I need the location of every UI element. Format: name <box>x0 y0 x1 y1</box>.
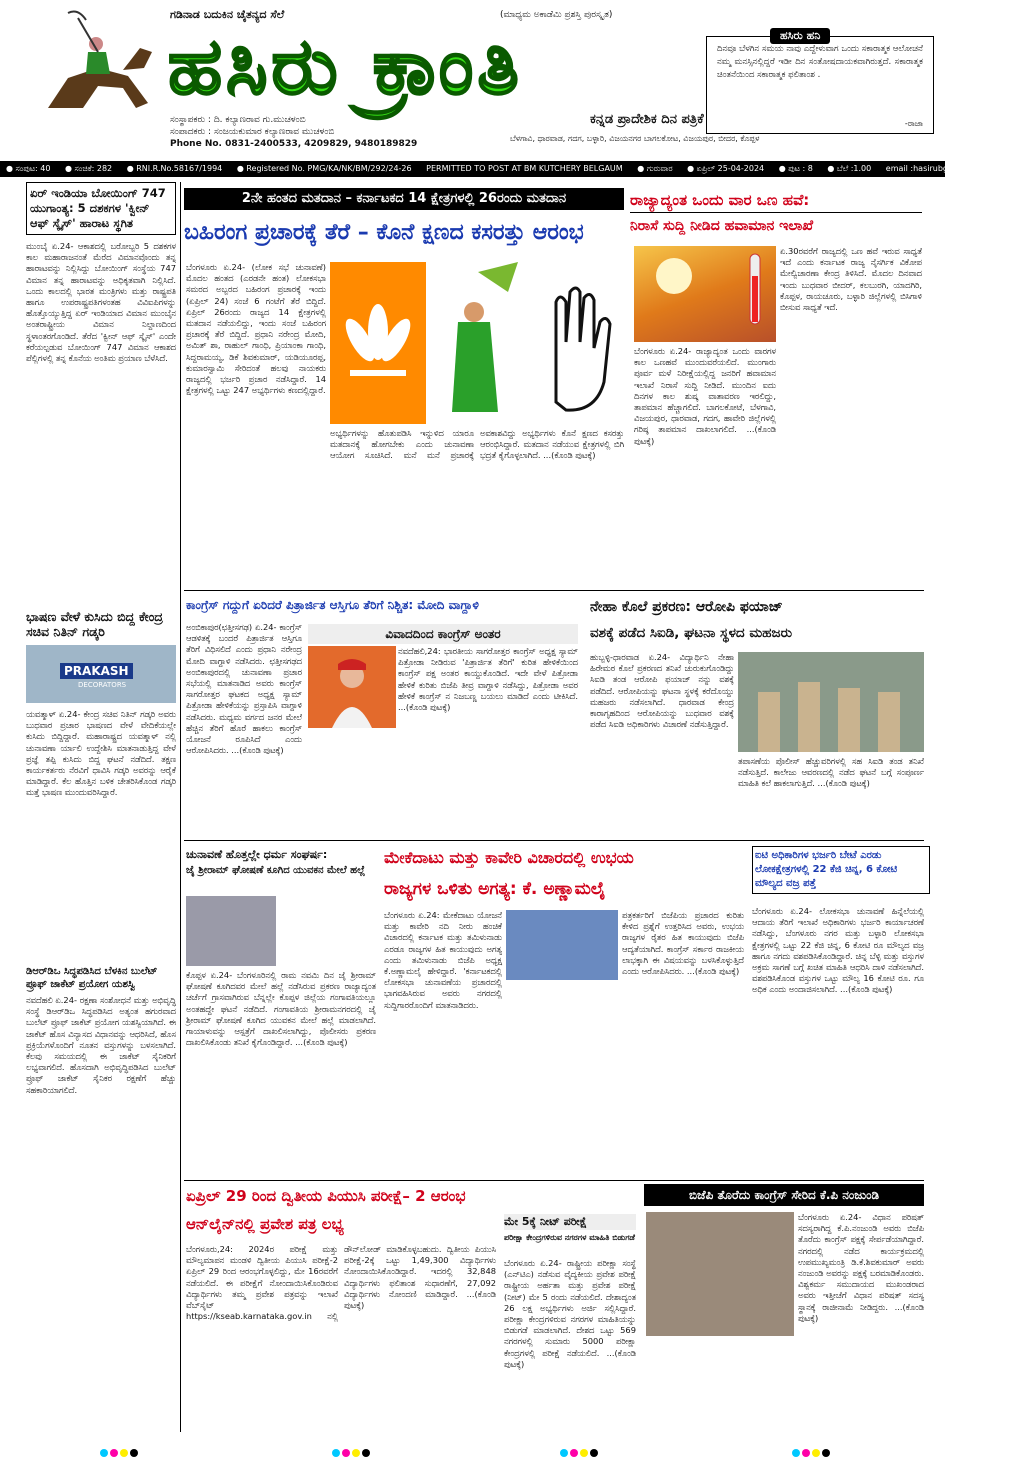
info-item: ● RNI.R.No.58167/1994 <box>126 164 223 173</box>
jai-headline-1: ಚುನಾವಣೆ ಹೊತ್ತಲ್ಲೇ ಧರ್ಮ ಸಂಘರ್ಷ: <box>186 848 328 861</box>
newspaper-title: ಹಸಿರು ಕ್ರಾಂತಿ <box>168 22 523 112</box>
farmer-woman-symbol-icon <box>428 262 524 424</box>
info-item: ● ಪುಟ : 8 <box>778 164 813 173</box>
warrior-queen-logo <box>28 8 168 124</box>
it-headline: ಐಟಿ ಅಧಿಕಾರಿಗಳ ಭರ್ಜರಿ ಬೇಟೆ ಎರಡು ಲೋಕಕ್ಷೇತ್ರಗಳಲ್ಲಿ 22 ಕೆಜಿ ಚಿನ್ನ, 6 ಕೋಟಿ ಮೌಲ್ಯದ ವಜ್ರ ಪತ್ತೆ <box>752 846 930 894</box>
phone: Phone No. 0831-2400533, 4209829, 9480189829 <box>170 139 418 149</box>
thought-author: -ರಾಜಾ <box>904 119 923 128</box>
registration-mark <box>560 1442 598 1461</box>
air-india-body: ಮುಂಬೈ ಏ.24- ಆಕಾಶದಲ್ಲಿ ಬರೋಬ್ಬರಿ 5 ದಶಕಗಳ ಕಾಲ ಮಹಾರಾಜನಂತೆ ಮೆರೆದ ವಿಮಾನವೊಂದು ತನ್ನ ಹಾರಾಟವನ್ನು ನಿಲ್ಲಿಸಿದ್ದು ಬೋಯಿಂಗ್ ಸಂಸ್ಥೆಯ 747 ವಿಮಾನ ತನ್ನ ಹಾರಾಟವನ್ನು ಅಧಿಕೃತವಾಗಿ ನಿಲ್ಲಿಸಿದೆ. ಒಂದು ಕಾಲದಲ್ಲಿ ಭಾರತ ಮಂತ್ರಿಗಳು ಮತ್ತು ರಾಷ್ಟ್ರಪತಿ ಹಾಗೂ ಉಪರಾಷ್ಟ್ರಪತಿಗಳಂತಹ ವಿವಿಐಪಿಗಳನ್ನು ಹೊತ್ತೊಯ್ಯುತ್ತಿದ್ದ ಏರ್ ಇಂಡಿಯಾದ ವಿಮಾನ ಮುಂಬೈನ ಅಂತರಾಷ್ಟ್ರೀಯ ವಿಮಾನ ನಿಲ್ದಾಣದಿಂದ ಸ್ಥಳಾಂತರಗೊಂಡಿದೆ. ತೆರೆದ 'ಕ್ವೀನ್ ಆಫ್ ಸ್ಕೈಸ್' ಎಂದೇ ಕರೆಯಲ್ಪಡುವ ಬೋಯಿಂಗ್ 747 ವಿಮಾನ ಆಕಾಶದ ಪೆಲ್ಲಿಗಳಲ್ಲಿ ತನ್ನ ಕೊನೆಯ ಅಂತಿಮ ಪ್ರಯಾಣ ಬೆಳೆಸಿದೆ. <box>26 241 176 364</box>
neha-photo <box>738 652 924 752</box>
nanjundi-photo <box>646 1212 794 1336</box>
info-bar <box>0 161 1006 177</box>
annamalai-photo <box>506 910 618 980</box>
gadkari-headline: ಭಾಷಣ ವೇಳೆ ಕುಸಿದು ಬಿದ್ದ ಕೇಂದ್ರ ಸಚಿವ ನಿತಿನ್ ಗಡ್ಕರಿ <box>26 609 163 639</box>
mekedatu-body-1: ಬೆಂಗಳೂರು ಏ.24: ಮೇಕೆದಾಟು ಯೋಜನೆ ಮತ್ತು ಕಾವೇರಿ ನದಿ ನೀರು ಹಂಚಿಕೆ ವಿಚಾರದಲ್ಲಿ ಕರ್ನಾಟಕ ಮತ್ತು ತಮಿಳುನಾಡು ಎರಡೂ ರಾಜ್ಯಗಳ ಹಿತ ಕಾಯುವುದು ಅಗತ್ಯ ಎಂದು ತಮಿಳುನಾಡು ಬಿಜೆಪಿ ಅಧ್ಯಕ್ಷ ಕೆ.ಅಣ್ಣಾಮಲೈ ಹೇಳಿದ್ದಾರೆ. 'ಕರ್ನಾಟಕದಲ್ಲಿ ಲೋಕಸಭಾ ಚುನಾವಣೆಯ ಪ್ರಚಾರದಲ್ಲಿ ಭಾಗವಹಿಸಿರುವ ಅವರು ನಗರದಲ್ಲಿ ಸುದ್ದಿಗಾರರೊಂದಿಗೆ ಮಾತನಾಡಿದರು. <box>384 910 502 1010</box>
puc-headline-2: ಆನ್‌ಲೈನ್‌ನಲ್ಲಿ ಪ್ರವೇಶ ಪತ್ರ ಲಭ್ಯ <box>186 1215 344 1233</box>
column-rule <box>180 182 181 1432</box>
neet-body: ಬೆಂಗಳೂರು ಏ.24- ರಾಷ್ಟ್ರೀಯ ಪರೀಕ್ಷಾ ಸಂಸ್ಥೆ (ಎನ್‌ಟಿಎ) ನಡೆಸುವ ವೈದ್ಯಕೀಯ ಪ್ರವೇಶ ಪರೀಕ್ಷೆ ರಾಷ್ಟ್ರೀಯ ಅರ್ಹತಾ ಮತ್ತು ಪ್ರವೇಶ ಪರೀಕ್ಷೆ (ನೀಟ್) ಮೇ 5 ರಂದು ನಡೆಯಲಿದೆ. ದೇಶಾದ್ಯಂತ 26 ಲಕ್ಷ ಅಭ್ಯರ್ಥಿಗಳು ಅರ್ಜಿ ಸಲ್ಲಿಸಿದ್ದಾರೆ. ಪರೀಕ್ಷಾ ಕೇಂದ್ರಗಳಿರುವ ನಗರಗಳ ಮಾಹಿತಿಯನ್ನು ಬಿಡುಗಡೆ ಮಾಡಲಾಗಿದೆ. ದೇಶದ ಒಟ್ಟು 569 ನಗರಗಳಲ್ಲಿ ಸುಮಾರು 5000 ಪರೀಕ್ಷಾ ಕೇಂದ್ರಗಳಲ್ಲಿ ಪರೀಕ್ಷೆ ನಡೆಯಲಿದೆ. ...(ಕೊಂಡಿ ಪುಟಕ್ಕೆ) <box>504 1258 636 1369</box>
drdo-body: ನವದೆಹಲಿ ಏ.24- ರಕ್ಷಣಾ ಸಂಶೋಧನೆ ಮತ್ತು ಅಭಿವೃದ್ಧಿ ಸಂಸ್ಥೆ ಡಿಆರ್‌ಡಿಒ ಸಿದ್ಧಪಡಿಸಿದ ಅತ್ಯಂತ ಹಗುರವಾದ ಬುಲೆಟ್ ಪ್ರೂಫ್ ಜಾಕೆಟ್ ಪ್ರಯೋಗ ಯಶಸ್ವಿಯಾಗಿದೆ. ಈ ಜಾಕೆಟ್ ಹೊಸ ವಿನ್ಯಾಸದ ವಿಧಾನವನ್ನು ಆಧರಿಸಿದೆ, ಹೊಸ ಪ್ರಕ್ರಿಯೆಗಳೊಂದಿಗೆ ನೂತನ ವಸ್ತುಗಳನ್ನು ಬಳಸಲಾಗಿದೆ. ಕೆಲವು ಸಮಯದಲ್ಲಿ ಈ ಜಾಕೆಟ್ ಸೈನಿಕರಿಗೆ ಲಭ್ಯವಾಗಲಿದೆ. ಹೊಸದಾಗಿ ಅಭಿವೃದ್ಧಿಪಡಿಸಿದ ಬುಲೆಟ್ ಪ್ರೂಫ್ ಜಾಕೆಟ್ ಸೈನಿಕರ ರಕ್ಷಣೆಗೆ ಹೆಚ್ಚು ಸಹಕಾರಿಯಾಗಲಿದೆ. <box>26 995 176 1095</box>
info-item: ● ಬೆಲೆ :1.00 <box>827 164 872 173</box>
heat-body-2: ಬೆಂಗಳೂರು ಏ.24- ರಾಜ್ಯಾದ್ಯಂತ ಒಂದು ವಾರಗಳ ಕಾಲ ಒಣಹವೆ ಮುಂದುವರೆಯಲಿದೆ. ಮುಂಗಾರು ಪೂರ್ವ ಮಳೆ ನಿರೀಕ್ಷೆಯಲ್ಲಿದ್ದ ಜನರಿಗೆ ಹವಾಮಾನ ಇಲಾಖೆ ನಿರಾಸೆ ಸುದ್ದಿ ನೀಡಿದೆ. ಮುಂದಿನ ಐದು ದಿನಗಳ ಕಾಲ ಶುಷ್ಕ ವಾತಾವರಣ ಇರಲಿದ್ದು, ತಾಪಮಾನ ಹೆಚ್ಚಾಗಲಿದೆ. ಬಾಗಲಕೋಟೆ, ಬೆಳಗಾವಿ, ವಿಜಯಪುರ, ಧಾರವಾಡ, ಗದಗ, ಹಾವೇರಿ ಜಿಲ್ಲೆಗಳಲ್ಲಿ ಗರಿಷ್ಠ ತಾಪಮಾನ ದಾಖಲಾಗಲಿದೆ. ...(ಕೊಂಡಿ ಪುಟಕ್ಕೆ) <box>634 346 776 446</box>
jai-body: ಕೊಪ್ಪಳ ಏ.24- ಬೆಂಗಳೂರಿನಲ್ಲಿ ರಾಮ ನವಮಿ ದಿನ ಜೈ ಶ್ರೀರಾಮ್ ಘೋಷಣೆ ಕೂಗಿದವರ ಮೇಲೆ ಹಲ್ಲೆ ನಡೆಸಿರುವ ಪ್ರಕರಣ ರಾಜ್ಯಾದ್ಯಂತ ಚರ್ಚೆಗೆ ಗ್ರಾಸವಾಗಿರುವ ಬೆನ್ನಲ್ಲೇ ಕೊಪ್ಪಳ ಜಿಲ್ಲೆಯ ಗಂಗಾವತಿಯಲ್ಲೂ ಅಂತಹದ್ದೇ ಘಟನೆ ನಡೆದಿದೆ. ಗಂಗಾವತಿಯ ಶ್ರೀರಾಮನಗರದಲ್ಲಿ ಜೈ ಶ್ರೀರಾಮ್ ಘೋಷಣೆ ಕೂಗಿದ ಯುವಕನ ಮೇಲೆ ಹಲ್ಲೆ ಮಾಡಲಾಗಿದೆ. ಗಾಯಾಳುವನ್ನು ಆಸ್ಪತ್ರೆಗೆ ದಾಖಲಿಸಲಾಗಿದ್ದು, ಪೊಲೀಸರು ಪ್ರಕರಣ ದಾಖಲಿಸಿಕೊಂಡು ತನಿಖೆ ಕೈಗೊಂಡಿದ್ದಾರೆ. ...(ಕೊಂಡಿ ಪುಟಕ್ಕೆ) <box>186 970 376 1048</box>
thought-box <box>706 36 934 134</box>
neet-headline-1: ಮೇ 5ಕ್ಕೆ ನೀಟ್ ಪರೀಕ್ಷೆ <box>504 1214 636 1230</box>
modi-body: ಅಂಬಿಕಾಪುರ(ಛತ್ತೀಸಗಢ) ಏ.24- ಕಾಂಗ್ರೆಸ್ ಆಡಳಿತಕ್ಕೆ ಬಂದರೆ ಪಿತ್ರಾರ್ಜಿತ ಆಸ್ತಿಗೂ ತೆರಿಗೆ ವಿಧಿಸಲಿದೆ ಎಂದು ಪ್ರಧಾನಿ ನರೇಂದ್ರ ಮೋದಿ ವಾಗ್ದಾಳಿ ನಡೆಸಿದರು. ಛತ್ತೀಸಗಢದ ಅಂಬಿಕಾಪುರದಲ್ಲಿ ಚುನಾವಣಾ ಪ್ರಚಾರ ಸಭೆಯಲ್ಲಿ ಮಾತನಾಡಿದ ಅವರು ಕಾಂಗ್ರೆಸ್ ಸಾಗರೋತ್ತರ ಘಟಕದ ಅಧ್ಯಕ್ಷ ಸ್ಯಾಮ್ ಪಿತ್ರೋಡಾ ಹೇಳಿಕೆಯನ್ನು ಪ್ರಸ್ತಾಪಿಸಿ ವಾಗ್ದಾಳಿ ನಡೆಸಿದರು. ಮಧ್ಯಮ ವರ್ಗದ ಜನರ ಮೇಲೆ ಹೆಚ್ಚಿನ ತೆರಿಗೆ ಹೊರೆ ಹಾಕಲು ಕಾಂಗ್ರೆಸ್ ಯೋಜನೆ ರೂಪಿಸಿದೆ ಎಂದು ಆರೋಪಿಸಿದರು. ...(ಕೊಂಡಿ ಪುಟಕ್ಕೆ) <box>186 622 302 756</box>
jai-headline-2: ಜೈ ಶ್ರೀರಾಮ್ ಘೋಷಣೆ ಕೂಗಿದ ಯುವಕನ ಮೇಲೆ ಹಲ್ಲೆ <box>186 865 366 876</box>
air-india-headline: ಏರ್ ಇಂಡಿಯಾ ಬೋಯಿಂಗ್ 747 ಯುಗಾಂತ್ಯ: 5 ದಶಕಗಳ 'ಕ್ವೀನ್ ಆಫ್ ಸ್ಕೈಸ್' ಹಾರಾಟ ಸ್ಥಗಿತ <box>26 182 176 235</box>
neha-headline-2: ವಶಕ್ಕೆ ಪಡೆದ ಸಿಐಡಿ, ಘಟನಾ ಸ್ಥಳದ ಮಹಜರು <box>590 625 793 641</box>
horizontal-rule <box>184 840 924 841</box>
puc-body: ಬೆಂಗಳೂರು,24: 2024ರ ಪರೀಕ್ಷೆ ಮತ್ತು ಮೌಲ್ಯಮಾಪನ ಮಂಡಳಿ ದ್ವಿತೀಯ ಪಿಯುಸಿ ಪರೀಕ್ಷೆ-2 ಏಪ್ರಿಲ್ 29 ರಿಂದ ಆರಂಭಗೊಳ್ಳಲಿದ್ದು, ಮೇ 16ರವರೆಗೆ ನಡೆಯಲಿದೆ. ಈ ಪರೀಕ್ಷೆಗೆ ನೋಂದಾಯಿಸಿಕೊಂಡಿರುವ ವಿದ್ಯಾರ್ಥಿಗಳು ತಮ್ಮ ಪ್ರವೇಶ ಪತ್ರವನ್ನು ಇಲಾಖೆ ವೆಬ್‌ಸೈಟ್ https://kseab.karnataka.gov.in ನಲ್ಲಿ ಡೌನ್‌ಲೋಡ್ ಮಾಡಿಕೊಳ್ಳಬಹುದು. ದ್ವಿತೀಯ ಪಿಯುಸಿ ಪರೀಕ್ಷೆ-2ಕ್ಕೆ ಒಟ್ಟು 1,49,300 ವಿದ್ಯಾರ್ಥಿಗಳು ನೋಂದಾಯಿಸಿಕೊಂಡಿದ್ದಾರೆ. ಇದರಲ್ಲಿ 32,848 ವಿದ್ಯಾರ್ಥಿಗಳು ಫಲಿತಾಂಶ ಸುಧಾರಣೆಗೆ, 27,092 ವಿದ್ಯಾರ್ಥಿಗಳು ನೋಂದಣಿ ಮಾಡಿದ್ದಾರೆ. ...(ಕೊಂಡಿ ಪುಟಕ್ಕೆ) <box>186 1244 496 1322</box>
hand-symbol-icon <box>526 262 624 424</box>
congress-box-headline: ವಿವಾದದಿಂದ ಕಾಂಗ್ರೆಸ್ ಅಂತರ <box>308 624 578 644</box>
mekedatu-headline-2: ರಾಜ್ಯಗಳ ಒಳಿತು ಅಗತ್ಯ: ಕೆ. ಅಣ್ಣಾಮಲೈ <box>384 879 606 899</box>
edition-cities: ಬೆಳಗಾವಿ, ಧಾರವಾಡ, ಗದಗ, ಬಳ್ಳಾರಿ, ವಿಜಯನಗರ ಬಾಗಲಕೋಟ, ವಿಜಯಪುರ, ಬೀದರ, ಕೊಪ್ಪಳ <box>510 134 760 143</box>
neha-headline-1: ನೇಹಾ ಕೊಲೆ ಪ್ರಕರಣ: ಆರೋಪಿ ಫಯಾಜ್ <box>590 599 783 615</box>
modi-photo <box>308 646 396 728</box>
banner-text: PRAKASH <box>60 663 133 679</box>
award-line: (ಮಾಧ್ಯಮ ಅಕಾಡೆಮಿ ಪ್ರಶಸ್ತಿ ಪುರಸ್ಕೃತ) <box>500 10 613 20</box>
founder: ಸಂಸ್ಥಾಪಕರು : ದಿ. ಕಲ್ಯಾಣರಾವ ಗು.ಮುಚಳಂಬಿ <box>170 115 306 125</box>
registration-mark <box>332 1442 370 1461</box>
info-item: ● Registered No. PMG/KA/NK/BM/292/24-26 <box>236 164 412 173</box>
info-item: ● ಏಪ್ರಿಲ್ 25-04-2024 <box>687 164 765 173</box>
lead-body-right: ಅಭ್ಯರ್ಥಿಗಳನ್ನು ಹೊತುಪಡಿಸಿ ಇನ್ನುಳಿದ ಯಾರೂ ಮತದಾನಕ್ಕೆ ಹೋಗಬೇಕು ಎಂದು ಚುನಾವಣಾ ಆಯೋಗ ಸೂಚಿಸಿದೆ. ಮನೆ ಮನೆ ಪ್ರಚಾರಕ್ಕೆ ಅವಕಾಶವಿದ್ದು ಅಭ್ಯರ್ಥಿಗಳು ಕೊನೆ ಕ್ಷಣದ ಕಸರತ್ತು ಆರಂಭಿಸಿದ್ದಾರೆ. ಮತದಾನ ನಡೆಯುವ ಕ್ಷೇತ್ರಗಳಲ್ಲಿ ಬಿಗಿ ಭದ್ರತೆ ಕೈಗೊಳ್ಳಲಾಗಿದೆ. ...(ಕೊಂಡಿ ಪುಟಕ್ಕೆ) <box>330 428 624 461</box>
registration-mark <box>792 1442 830 1461</box>
thought-text: ದಿನವೂ ಬೆಳಗಿನ ಸಮಯ ನಾವು ಎದ್ದೇಳುವಾಗ ಒಂದು ಸಕಾರಾತ್ಮಕ ಆಲೋಚನೆ ನಮ್ಮ ಮನಸ್ಸಿನಲ್ಲಿದ್ದರೆ ಇಡೀ ದಿನ ಸಂತೋಷದಾಯಕವಾಗಿರುತ್ತದೆ. ಸಕಾರಾತ್ಮಕ ಚಿಂತನೆಯಿಂದ ಸಕಾರಾತ್ಮಕ ಫಲಿತಾಂಶ . <box>717 44 923 80</box>
lotus-symbol-icon <box>330 262 426 424</box>
editor-block <box>170 114 417 150</box>
gadkari-body: ಯವತ್ಮಾಳ್ ಏ.24- ಕೇಂದ್ರ ಸಚಿವ ನಿತಿನ್ ಗಡ್ಕರಿ ಅವರು ಬುಧವಾರ ಪ್ರಚಾರ ಭಾಷಣದ ವೇಳೆ ವೇದಿಕೆಯಲ್ಲೇ ಕುಸಿದು ಬಿದ್ದಿದ್ದಾರೆ. ಮಹಾರಾಷ್ಟ್ರದ ಯವತ್ಮಾಳ್ ನಲ್ಲಿ ಚುನಾವಣಾ ರ್ಯಾಲಿ ಉದ್ದೇಶಿಸಿ ಮಾತನಾಡುತ್ತಿದ್ದ ವೇಳೆ ಪ್ರಜ್ಞೆ ತಪ್ಪಿ ಕುಸಿದು ಬಿದ್ದ ಘಟನೆ ನಡೆದಿದೆ. ತಕ್ಷಣ ಕಾರ್ಯಕರ್ತರು ನೆರವಿಗೆ ಧಾವಿಸಿ ಗಡ್ಕರಿ ಅವರನ್ನು ಆರೈಕೆ ಮಾಡಿದ್ದಾರೆ. ಕೆಲ ಹೊತ್ತಿನ ಬಳಿಕ ಚೇತರಿಸಿಕೊಂಡ ಗಡ್ಕರಿ ಮತ್ತೆ ಭಾಷಣ ಮುಂದುವರಿಸಿದ್ದಾರೆ. <box>26 709 176 798</box>
nanjundi-body: ಬೆಂಗಳೂರು ಏ.24- ವಿಧಾನ ಪರಿಷತ್ ಸದಸ್ಯರಾಗಿದ್ದ ಕೆ.ಪಿ.ನಂಜುಂಡಿ ಅವರು ಬಿಜೆಪಿ ತೊರೆದು ಕಾಂಗ್ರೆಸ್ ಪಕ್ಷಕ್ಕೆ ಸೇರ್ಪಡೆಯಾಗಿದ್ದಾರೆ. ನಗರದಲ್ಲಿ ನಡೆದ ಕಾರ್ಯಕ್ರಮದಲ್ಲಿ ಉಪಮುಖ್ಯಮಂತ್ರಿ ಡಿ.ಕೆ.ಶಿವಕುಮಾರ್ ಅವರು ನಂಜುಂಡಿ ಅವರನ್ನು ಪಕ್ಷಕ್ಕೆ ಬರಮಾಡಿಕೊಂಡರು. ವಿಶ್ವಕರ್ಮ ಸಮುದಾಯದ ಮುಖಂಡರಾದ ಅವರು ಇತ್ತೀಚೆಗೆ ವಿಧಾನ ಪರಿಷತ್ ಸದಸ್ಯ ಸ್ಥಾನಕ್ಕೆ ರಾಜೀನಾಮೆ ನೀಡಿದ್ದರು. ...(ಕೊಂಡಿ ಪುಟಕ್ಕೆ) <box>798 1212 924 1323</box>
modi-headline: ಕಾಂಗ್ರೆಸ್ ಗದ್ದುಗೆ ಏರಿದರೆ ಪಿತ್ರಾರ್ಜಿತ ಆಸ್ತಿಗೂ ತೆರಿಗೆ ನಿಶ್ಚಿತ: ಮೋದಿ ವಾಗ್ದಾಳಿ <box>186 598 479 612</box>
registration-mark <box>100 1442 138 1461</box>
heat-headline-2: ನಿರಾಸೆ ಸುದ್ದಿ ನೀಡಿದ ಹವಾಮಾನ ಇಲಾಖೆ <box>630 218 814 234</box>
neha-body-1: ಹುಬ್ಬಳ್ಳಿ-ಧಾರವಾಡ ಏ.24- ವಿದ್ಯಾರ್ಥಿನಿ ನೇಹಾ ಹಿರೇಮಠ ಕೊಲೆ ಪ್ರಕರಣದ ತನಿಖೆ ಚುರುಕುಗೊಂಡಿದ್ದು ಸಿಐಡಿ ತಂಡ ಆರೋಪಿ ಫಯಾಜ್ ನನ್ನು ವಶಕ್ಕೆ ಪಡೆದಿದೆ. ಆರೋಪಿಯನ್ನು ಘಟನಾ ಸ್ಥಳಕ್ಕೆ ಕರೆದೊಯ್ದು ಮಹಜರು ನಡೆಸಲಾಗಿದೆ. ಧಾರವಾಡ ಕೇಂದ್ರ ಕಾರಾಗೃಹದಿಂದ ಆರೋಪಿಯನ್ನು ಬುಧವಾರ ವಶಕ್ಕೆ ಪಡೆದ ಸಿಐಡಿ ಅಧಿಕಾರಿಗಳು ವಿಚಾರಣೆ ನಡೆಸುತ್ತಿದ್ದಾರೆ. <box>590 652 734 730</box>
banner-subtext: DECORATORS <box>78 681 127 689</box>
heat-body-1: ಏ.30ರವರೆಗೆ ರಾಜ್ಯದಲ್ಲಿ ಒಣ ಹವೆ ಇರುವ ಸಾಧ್ಯತೆ ಇದೆ ಎಂದು ಕರ್ನಾಟಕ ರಾಜ್ಯ ನೈಸರ್ಗಿಕ ವಿಕೋಪ ಮೇಲ್ವಿಚಾರಣಾ ಕೇಂದ್ರ ತಿಳಿಸಿದೆ. ಮೊದಲ ದಿನವಾದ ಇಂದು ಬುಧವಾರ ಬೀದರ್, ಕಲಬುರಗಿ, ಯಾದಗಿರಿ, ಕೊಪ್ಪಳ, ರಾಯಚೂರು, ಬಳ್ಳಾರಿ ಜಿಲ್ಲೆಗಳಲ್ಲಿ ಬಿಸಿಗಾಳಿ ಬೀಸುವ ಸಾಧ್ಯತೆ ಇದೆ. <box>780 246 922 313</box>
lead-kicker: 2ನೇ ಹಂತದ ಮತದಾನ – ಕರ್ನಾಟಕದ 14 ಕ್ಷೇತ್ರಗಳಲ್ಲಿ 26ರಂದು ಮತದಾನ <box>184 188 624 210</box>
jai-photo <box>186 896 276 966</box>
horizontal-rule <box>184 1180 924 1181</box>
info-item: email :hasirubgm@gmail.com <box>885 164 1006 173</box>
drdo-headline: ಡಿಆರ್‌ಡಿಒ ಸಿದ್ಧಪಡಿಸಿದ ಬೆಳಕಿನ ಬುಲೆಟ್ ಪ್ರೂಫ್ ಜಾಕೆಟ್ ಪ್ರಯೋಗ ಯಶಸ್ವಿ <box>26 966 158 990</box>
newspaper-subtitle: ಕನ್ನಡ ಪ್ರಾದೇಶಿಕ ದಿನ ಪತ್ರಿಕೆ <box>590 112 704 127</box>
horizontal-rule <box>184 590 924 591</box>
mekedatu-headline-1: ಮೇಕೆದಾಟು ಮತ್ತು ಕಾವೇರಿ ವಿಚಾರದಲ್ಲಿ ಉಭಯ <box>384 848 634 867</box>
neha-body-2: ತಪಾಸಣೆಯ ಪೊಲೀಸ್ ಹೆಚ್ಚುವರಿಗಳಲ್ಲಿ ಸಹ ಸಿಐಡಿ ತಂಡ ತನಿಖೆ ನಡೆಸುತ್ತಿದೆ. ಕಾಲೇಜು ಆವರಣದಲ್ಲಿ ನಡೆದ ಘಟನೆ ಬಗ್ಗೆ ಸಂಪೂರ್ಣ ಮಾಹಿತಿ ಕಲೆ ಹಾಕಲಾಗುತ್ತಿದೆ. ...(ಕೊಂಡಿ ಪುಟಕ್ಕೆ) <box>738 756 924 789</box>
masthead <box>0 0 945 160</box>
info-item: ● ಸಂಪುಟ: 40 <box>6 164 51 173</box>
editor: ಸಂಪಾದಕರು : ಸಂಜಯಕುಮಾರ ಕಲ್ಯಾಣರಾವ ಮುಚಳಂಬಿ <box>170 127 335 137</box>
left-column <box>26 182 176 1432</box>
thought-label: ಹಸಿರು ಹನಿ <box>770 28 830 44</box>
lead-headline: ಬಹಿರಂಗ ಪ್ರಚಾರಕ್ಕೆ ತೆರೆ – ಕೊನೆ ಕ್ಷಣದ ಕಸರತ್ತು ಆರಂಭ <box>184 220 584 245</box>
nanjundi-headline: ಬಿಜೆಪಿ ತೊರೆದು ಕಾಂಗ್ರೆಸ್ ಸೇರಿದ ಕೆ.ಪಿ ನಂಜುಂಡಿ <box>644 1184 924 1206</box>
tagline: ಗಡಿನಾಡ ಬದುಕಿನ ಚೈತನ್ಯದ ಸೆಲೆ <box>170 8 285 21</box>
info-item: ● ಗುರುವಾರ <box>637 164 673 173</box>
lead-body-left: ಬೆಂಗಳೂರು ಏ.24- (ಲೋಕ ಸಭೆ ಚುನಾವಣೆ) ಮೊದಲ ಹಂತದ (ಎರಡನೇ ಹಂತ) ಲೋಕಸಭಾ ಸಮರದ ಅಬ್ಬರದ ಬಹಿರಂಗ ಪ್ರಚಾರಕ್ಕೆ ಇಂದು (ಏಪ್ರಿಲ್ 24) ಸಂಜೆ 6 ಗಂಟೆಗೆ ತೆರೆ ಬಿದ್ದಿದೆ. ಏಪ್ರಿಲ್ 26ರಂದು ರಾಜ್ಯದ 14 ಕ್ಷೇತ್ರಗಳಲ್ಲಿ ಮತದಾನ ನಡೆಯಲಿದ್ದು, ಇಂದು ಸಂಜೆ ಬಹಿರಂಗ ಪ್ರಚಾರಕ್ಕೆ ತೆರೆ ಬಿದ್ದಿದೆ. ಪ್ರಧಾನಿ ನರೇಂದ್ರ ಮೋದಿ, ಅಮಿತ್ ಶಾ, ರಾಹುಲ್ ಗಾಂಧಿ, ಪ್ರಿಯಾಂಕಾ ಗಾಂಧಿ, ಸಿದ್ದರಾಮಯ್ಯ, ಡಿಕೆ ಶಿವಕುಮಾರ್, ಯಡಿಯೂರಪ್ಪ, ಕುಮಾರಸ್ವಾಮಿ ಸೇರಿದಂತೆ ಹಲವು ನಾಯಕರು ರಾಜ್ಯದಲ್ಲಿ ಭರ್ಜರಿ ಪ್ರಚಾರ ನಡೆಸಿದ್ದಾರೆ. 14 ಕ್ಷೇತ್ರಗಳಲ್ಲಿ ಒಟ್ಟು 247 ಅಭ್ಯರ್ಥಿಗಳು ಕಣದಲ್ಲಿದ್ದಾರೆ. <box>186 262 326 396</box>
heat-headline-1: ರಾಜ್ಯಾದ್ಯಂತ ಒಂದು ವಾರ ಒಣ ಹವೆ: <box>630 188 922 213</box>
puc-headline-1: ಏಪ್ರಿಲ್ 29 ರಿಂದ ದ್ವಿತೀಯ ಪಿಯುಸಿ ಪರೀಕ್ಷೆ– 2 ಆರಂಭ <box>186 1187 466 1205</box>
info-item: PERMITTED TO POST AT BM KUTCHERY BELGAUM <box>426 164 623 173</box>
it-body: ಬೆಂಗಳೂರು ಏ.24- ಲೋಕಸಭಾ ಚುನಾವಣೆ ಹಿನ್ನೆಲೆಯಲ್ಲಿ ಆದಾಯ ತೆರಿಗೆ ಇಲಾಖೆ ಅಧಿಕಾರಿಗಳು ಭರ್ಜರಿ ಕಾರ್ಯಾಚರಣೆ ನಡೆಸಿದ್ದು, ಬೆಂಗಳೂರು ನಗರ ಮತ್ತು ಬಳ್ಳಾರಿ ಲೋಕಸಭಾ ಕ್ಷೇತ್ರಗಳಲ್ಲಿ ಒಟ್ಟು 22 ಕೆಜಿ ಚಿನ್ನ, 6 ಕೋಟಿ ರೂ ಮೌಲ್ಯದ ವಜ್ರ ಹಾಗೂ ನಗದು ವಶಪಡಿಸಿಕೊಂಡಿದ್ದಾರೆ. ಚಿನ್ನ ಬೆಳ್ಳಿ ಮತ್ತು ವಸ್ತುಗಳ ಅಕ್ರಮ ಸಾಗಣೆ ಬಗ್ಗೆ ಖಚಿತ ಮಾಹಿತಿ ಆಧರಿಸಿ ದಾಳಿ ನಡೆಸಲಾಗಿದೆ. ವಶಪಡಿಸಿಕೊಂಡ ವಸ್ತುಗಳ ಒಟ್ಟು ಮೌಲ್ಯ 16 ಕೋಟಿ ರೂ. ಗೂ ಅಧಿಕ ಎಂದು ಅಂದಾಜಿಸಲಾಗಿದೆ. ...(ಕೊಂಡಿ ಪುಟಕ್ಕೆ) <box>752 906 924 995</box>
heat-photo <box>634 246 776 342</box>
info-item: ● ಸಂಚಿಕೆ: 282 <box>65 164 113 173</box>
mekedatu-body-2: ಪತ್ರಕರ್ತರಿಗೆ ಬಿಜೆಪಿಯ ಪ್ರಚಾರದ ಕುರಿತು ಕೇಳಿದ ಪ್ರಶ್ನೆಗೆ ಉತ್ತರಿಸಿದ ಅವರು, ಉಭಯ ರಾಜ್ಯಗಳ ರೈತರ ಹಿತ ಕಾಯುವುದು ಬಿಜೆಪಿ ಆದ್ಯತೆಯಾಗಿದೆ. ಕಾಂಗ್ರೆಸ್ ಸರ್ಕಾರ ರಾಜಕೀಯ ಲಾಭಕ್ಕಾಗಿ ಈ ವಿಷಯವನ್ನು ಬಳಸಿಕೊಳ್ಳುತ್ತಿದೆ ಎಂದು ಆರೋಪಿಸಿದರು. ...(ಕೊಂಡಿ ಪುಟಕ್ಕೆ) <box>622 910 744 977</box>
gadkari-photo <box>26 645 176 703</box>
party-symbols <box>330 262 624 424</box>
neet-headline-2: ಪರೀಕ್ಷಾ ಕೇಂದ್ರಗಳಿರುವ ನಗರಗಳ ಮಾಹಿತಿ ಬಿಡುಗಡೆ <box>504 1233 635 1242</box>
congress-box-body: ನವದೆಹಲಿ,24: ಭಾರತೀಯ ಸಾಗರೋತ್ತರ ಕಾಂಗ್ರೆಸ್ ಅಧ್ಯಕ್ಷ ಸ್ಯಾಮ್ ಪಿತ್ರೋಡಾ ನೀಡಿರುವ 'ಪಿತ್ರಾರ್ಜಿತ ತೆರಿಗೆ' ಕುರಿತ ಹೇಳಿಕೆಯಿಂದ ಕಾಂಗ್ರೆಸ್ ಪಕ್ಷ ಅಂತರ ಕಾಯ್ದುಕೊಂಡಿದೆ. ಇದೇ ವೇಳೆ ಪಿತ್ರೋಡಾ ಹೇಳಿಕೆ ಕುರಿತು ಬಿಜೆಪಿ ತೀವ್ರ ವಾಗ್ದಾಳಿ ನಡೆಸಿದ್ದು, ಪಿತ್ರೋಡಾ ಅವರ ಹೇಳಿಕೆ ಕಾಂಗ್ರೆಸ್ ನ ನಿಜಬಣ್ಣ ಬಯಲು ಮಾಡಿದೆ ಎಂದು ಟೀಕಿಸಿದೆ. ...(ಕೊಂಡಿ ಪುಟಕ್ಕೆ) <box>398 646 578 713</box>
